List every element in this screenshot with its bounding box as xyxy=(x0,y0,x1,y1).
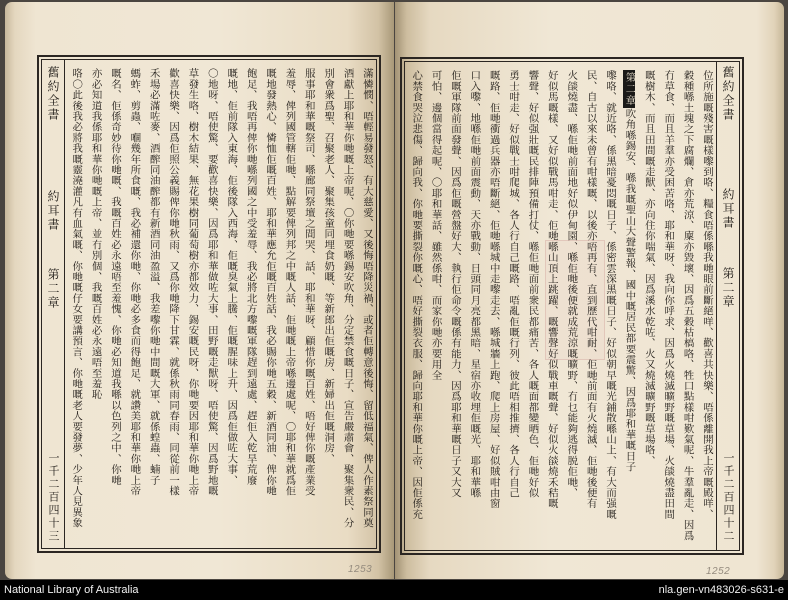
book-title: 舊約全書 xyxy=(46,66,60,122)
left-page-frame-inner xyxy=(41,59,377,549)
left-page-margin-header xyxy=(42,60,65,548)
text-column: 佢嘅軍隊前面發聲、因爲佢嘅營盤好大、執行佢命令嘅係有能力、因爲耶和華嘅日子又大又 xyxy=(448,70,461,498)
text-column: 火燄燒盡、喺佢哋前面地好似伊甸園、喺佢哋後便就成荒涼嘅曠野、冇乜能夠逃得脱佢哋、 xyxy=(565,70,578,498)
text-column: 可怕、邊個當得起呢、〇耶和華話、雖然係咁、而家你哋亦要用全 xyxy=(429,70,442,381)
scan-footer xyxy=(0,580,788,600)
text-column: 別會衆爲聖、召聚老人、聚集孩童同埋食奶嘅、等新郎出佢嘅房、新婦出佢嘅洞房、 xyxy=(322,68,335,464)
text-column: 嘅地、佢前隊入東海、佢後隊入西海、佢嘅臭氣上騰、佢嘅腥味上升、因爲佢做咗大事、 xyxy=(225,68,238,486)
right-page-text xyxy=(405,62,716,550)
text-column: 歡喜快樂、因爲佢照公義賜俾你哋秋雨、又爲你哋降下甘霖、就係秋雨同春雨、同從前一樣 xyxy=(167,68,180,496)
text-column: 位所施嘅殘害嘅樣嚟到咯、糧食唔係喺我哋眼前斷絕咩、歡喜共快樂、唔係離開我上帝嘅殿咩、 xyxy=(701,70,713,520)
text-column: 羞辱、俾列國管轄佢哋、點解要俾列邦之中嘅人話、佢哋嘅上帝喺邊處呢、〇耶和華就爲佢 xyxy=(283,68,296,496)
text-column: 滿憐憫、唔輕易發怒、有大慈愛、又後悔唔降災禍、或者佢轉意後悔、留低福氣、俾人作素祭同奠 xyxy=(361,68,373,529)
chapter-label: 第二章 xyxy=(721,267,735,309)
left-page-text-frame xyxy=(37,55,381,553)
text-column xyxy=(619,70,638,542)
text-column: 好似馬嘅樣、又好似戰馬咁走、佢哋喺山頂上跳躍、嘅響聲好似戰車嘅聲、好似火燄燒禾秸嘅 xyxy=(545,70,558,509)
scan-identifier: nla.gen-vn483026-s631-e xyxy=(658,584,784,596)
text-column: 禾場必滿咗麥、酒醡同油醡都有新酒同油盈溢、我差嚟你哋中間嘅大軍、就係蝗蟲、蝻子 xyxy=(147,68,160,486)
text-column: 民、自古以來未曾有咁樣嘅、以後亦唔再有、直到歷代咁耐、佢哋前面有火燒滅、佢哋後便有 xyxy=(584,70,597,509)
right-page-frame-inner xyxy=(404,61,740,551)
text-column: 咯〇此後我必將我嘅靈澆灌凡有血氣嘅、你哋嘅仔女要講預言、你哋嘅老人要發夢、少年人見異象 xyxy=(70,68,83,529)
pencil-page-note: 1253 xyxy=(348,564,373,575)
text-column: 口入嚟、地喺佢哋前面震動、天亦戰動、日頭同月亮都黑暗、星宿亦收埋佢嘅光、耶和華喺 xyxy=(468,70,481,498)
text-column: 勇士咁走、好似戰士咁爬城、各人行自己嘅路、唔亂佢嘅行列、彼此唔相推擠、各人行自己 xyxy=(507,70,520,498)
text-column: 嘅路、佢哋衝過兵器亦唔斷絕、佢哋喺城中走嚟走去、喺城牆上跑、爬上房屋、好似賊咁由窗 xyxy=(487,70,500,509)
text-column: 穀種喺土塊之下腐爛、倉亦荒涼、廩亦毀壞、因爲五穀枯槁咯、牲口點樣咁歎氣呢、牛羣亂走、因爲 xyxy=(681,70,694,541)
text-column: 嘅樹木、而且田間嘅走獸、亦向住你喘氣、因爲溪水乾咗、火又燒滅曠野嘅草場咯、 xyxy=(642,70,655,466)
text-column: 冇草食、而且羊羣亦受困苦咯、耶和華呀、我向你呼求、因爲火燒滅曠野嘅草場、火燄燒盡田間 xyxy=(662,70,675,520)
library-name: National Library of Australia xyxy=(4,584,139,596)
text-column: 草發生咯、樹木結果、無花果樹同葡萄樹亦都效力、錫安嘅民呀、你哋要因耶和華你哋上帝 xyxy=(186,68,199,496)
right-page-text-frame xyxy=(400,57,744,555)
text-column: 嘅名、佢係奇妙待你哋嘅、我嘅百姓必永遠唔至羞愧、你哋必知道我喺以色列之中、你哋 xyxy=(108,68,121,486)
book-name: 約耳書 xyxy=(46,190,60,232)
page-number: 一千二百四十三 xyxy=(47,452,60,543)
text-column: 亦必知道我係耶和華你哋嘅上帝、並冇別個、我嘅百姓必永遠唔至羞恥 xyxy=(89,68,102,400)
right-page-margin-header xyxy=(716,62,739,550)
book-title: 舊約全書 xyxy=(721,66,735,122)
page-number: 一千二百四十二 xyxy=(722,452,735,543)
left-page-text xyxy=(65,60,376,548)
text-column: 酒獻上耶和華你哋嘅上帝呢、〇你哋要喺錫安吹角、分定禁食嘅日子、宣告嚴肅會、聚集衆民、分 xyxy=(341,68,354,529)
text-column: 〇地呀、唔使驚、要歡喜快樂、因爲耶和華做咗大事、田野嘅走獸呀、唔使驚、因爲野地嘅 xyxy=(205,68,218,496)
text-column: 心禁食哭泣悲傷、歸向我、你哋要撕裂你嘅心、唔好撕裂衣服、歸向耶和華你嘅上帝、因佢係充 xyxy=(410,70,423,520)
chapter-label: 第二章 xyxy=(46,268,60,310)
book-name: 約耳書 xyxy=(721,188,735,230)
text-column: 嚟咯、就近咯、係黑暗憂悶嘅日子、係密雲深黑嘅日子、好似朝早嘅光鋪散喺山上、有大而强嘅 xyxy=(604,70,617,520)
column-text: 吹角喺錫安、喺我嘅聖山大聲警報、國中嘅居民都要震驚、因爲耶和華嘅日子 xyxy=(623,108,636,473)
pencil-page-note: 1252 xyxy=(706,566,731,577)
text-column: 響聲、好似强壯嘅民排陣預備打仗、喺佢哋面前衆民都痛苦、各人嘅面都變晒色、佢哋好似 xyxy=(526,70,539,498)
chapter-marker: 第二章 xyxy=(623,72,636,107)
text-column: 螞蚱、剪蟲、嗰幾年所食嘅、我必補還你哋、你哋必多食而得飽足、就讚美耶和華你哋上帝 xyxy=(128,68,141,496)
text-column: 服事耶和華嘅祭司、喺廊同祭壇之間哭、話、耶和華呀、顧惜你嘅百姓、唔好俾你嘅產業受 xyxy=(302,68,315,496)
text-column: 飽足、我唔再俾你哋喺列國之中受羞辱、我必將北方嚟嘅軍隊趕到遠處、趕佢入乾旱荒廢 xyxy=(244,68,257,486)
text-column: 嘅地發熱心、憐恤佢嘅百姓、耶和華應允佢嘅百姓話、我必賜你哋五穀、新酒同油、俾你哋 xyxy=(264,68,277,496)
